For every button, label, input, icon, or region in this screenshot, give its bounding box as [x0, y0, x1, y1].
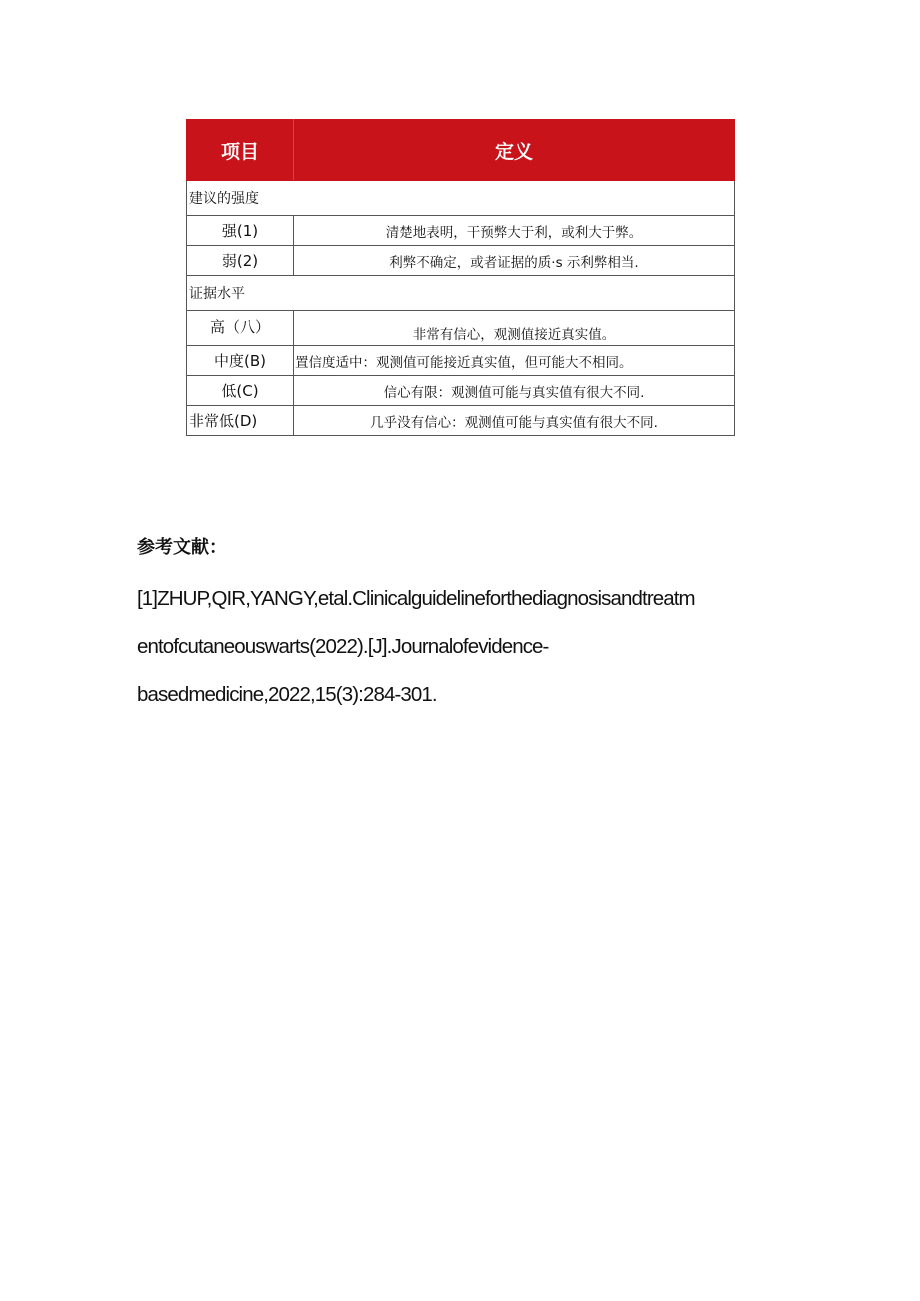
row-definition: 清楚地表明，干预弊大于利，或利大于弊。: [294, 216, 735, 246]
row-item: 强(1): [187, 216, 294, 246]
row-item: 非常低(D): [187, 406, 294, 436]
section-title-recommendation-strength: 建议的强度: [187, 181, 735, 216]
reference-line: [1]ZHUP,QIR,YANGY,etal.Clinicalguidelineforthediagnosisandtreatm: [137, 587, 695, 610]
row-item: 弱(2): [187, 246, 294, 276]
row-definition: 置信度适中：观测值可能接近真实值，但可能大不相同。: [294, 346, 735, 376]
table-row: [187, 376, 735, 406]
table-row: [187, 216, 735, 246]
table-header-row: [187, 120, 735, 181]
references-section: [137, 533, 797, 719]
row-definition: 信心有限：观测值可能与真实值有很大不同.: [294, 376, 735, 406]
row-definition: 几乎没有信心：观测值可能与真实值有很大不同.: [294, 406, 735, 436]
header-definition: 定义: [294, 120, 735, 181]
row-definition: 利弊不确定，或者证据的质·s 示利弊相当.: [294, 246, 735, 276]
references-heading: 参考文献：: [137, 537, 227, 558]
section-row: [187, 181, 735, 216]
section-row: [187, 276, 735, 311]
row-definition: 非常有信心，观测值接近真实值。: [294, 311, 735, 346]
table-row: [187, 406, 735, 436]
grade-definition-table: [186, 119, 735, 436]
header-item: 项目: [187, 120, 294, 181]
table-row: [187, 246, 735, 276]
row-item: 中度(B): [187, 346, 294, 376]
reference-line: entofcutaneouswarts(2022).[J].Journalofevidence-: [137, 635, 549, 658]
table-row: [187, 311, 735, 346]
reference-line: basedmedicine,2022,15(3):284-301.: [137, 683, 437, 706]
table-row: [187, 346, 735, 376]
row-item: 低(C): [187, 376, 294, 406]
row-item: 高（八）: [187, 311, 294, 346]
section-title-evidence-level: 证据水平: [187, 276, 735, 311]
